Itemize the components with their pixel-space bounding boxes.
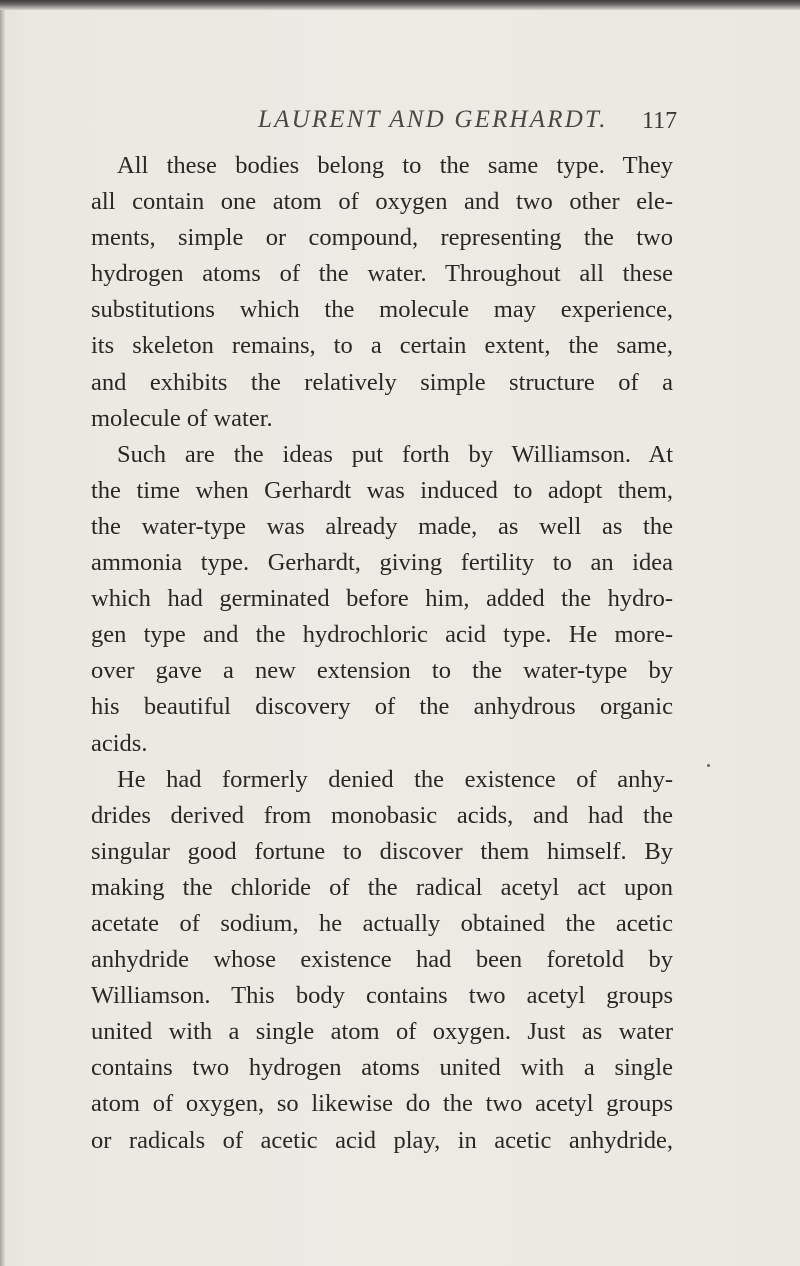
- text-line: He had formerly denied the existence of anhy-: [117, 765, 673, 793]
- text-line: anhydride whose existence had been foretold by: [91, 946, 673, 974]
- text-line: united with a single atom of oxygen. Just as water: [91, 1018, 673, 1046]
- page-header: [0, 100, 800, 140]
- text-line: All these bodies belong to the same type. They: [117, 152, 673, 179]
- ink-speck: [707, 764, 710, 767]
- text-line: atom of oxygen, so likewise do the two acetyl groups: [91, 1090, 673, 1118]
- text-line: molecule of water.: [91, 404, 273, 432]
- text-line: drides derived from monobasic acids, and had the: [91, 801, 673, 829]
- scan-left-edge: [0, 10, 5, 1266]
- text-line: or radicals of acetic acid play, in acetic anhydride,: [91, 1126, 673, 1154]
- text-line: ments, simple or compound, representing the two: [91, 224, 673, 252]
- text-line: ammonia type. Gerhardt, giving fertility to an idea: [91, 549, 673, 577]
- text-line: which had germinated before him, added the hydro-: [91, 585, 673, 613]
- text-line: Williamson. This body contains two acetyl groups: [91, 982, 673, 1010]
- text-line: substitutions which the molecule may experience,: [91, 296, 673, 324]
- text-line: the water-type was already made, as well as the: [91, 512, 673, 540]
- text-line: acetate of sodium, he actually obtained the acetic: [91, 909, 673, 937]
- running-head: LAURENT AND GERHARDT.: [258, 106, 608, 133]
- body-text: [91, 148, 673, 1159]
- scan-top-edge: [0, 0, 800, 10]
- text-line: its skeleton remains, to a certain extent, the same,: [91, 332, 673, 360]
- text-line: hydrogen atoms of the water. Throughout all these: [91, 260, 673, 288]
- text-line: the time when Gerhardt was induced to adopt them,: [91, 476, 673, 504]
- page-number: 117: [642, 108, 678, 134]
- text-line: singular good fortune to discover them himself. By: [91, 837, 673, 865]
- text-line: gen type and the hydrochloric acid type. He more-: [91, 621, 673, 649]
- text-line: Such are the ideas put forth by Williamson. At: [117, 440, 673, 468]
- text-line: making the chloride of the radical acetyl act upon: [91, 873, 673, 901]
- text-line: acids.: [91, 729, 148, 757]
- text-line: contains two hydrogen atoms united with a single: [91, 1054, 673, 1082]
- text-line: all contain one atom of oxygen and two other ele-: [91, 188, 673, 216]
- text-line: and exhibits the relatively simple structure of a: [91, 368, 673, 396]
- text-line: his beautiful discovery of the anhydrous organic: [91, 693, 673, 721]
- text-line: over gave a new extension to the water-type by: [91, 657, 673, 685]
